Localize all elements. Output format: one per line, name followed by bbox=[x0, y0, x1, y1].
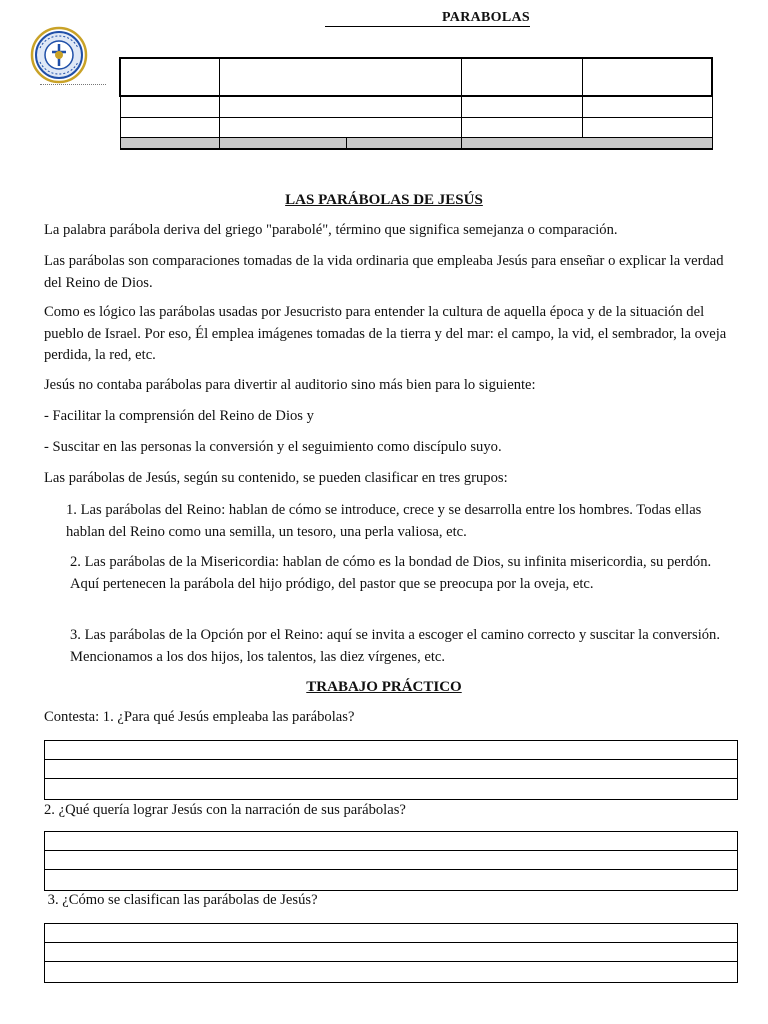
paragraph: Las parábolas de Jesús, según su contenido, se pueden clasificar en tres grupos: bbox=[44, 470, 508, 486]
info-table-row bbox=[120, 138, 712, 150]
info-cell[interactable] bbox=[219, 96, 461, 118]
info-table-row bbox=[120, 118, 712, 138]
info-cell[interactable] bbox=[219, 58, 461, 96]
info-cell[interactable] bbox=[461, 96, 582, 118]
info-cell bbox=[346, 138, 461, 150]
info-cell[interactable] bbox=[120, 96, 219, 118]
answer-box bbox=[44, 740, 738, 800]
answer-line[interactable] bbox=[45, 779, 737, 798]
logo-divider bbox=[40, 84, 106, 85]
main-heading: LAS PARÁBOLAS DE JESÚS bbox=[285, 192, 483, 208]
answer-line[interactable] bbox=[45, 832, 737, 851]
question-text: 2. ¿Qué quería lograr Jesús con la narración de sus parábolas? bbox=[44, 802, 406, 818]
answer-box bbox=[44, 831, 738, 891]
info-cell[interactable] bbox=[582, 118, 712, 138]
info-cell bbox=[120, 138, 219, 150]
info-table-row bbox=[120, 58, 712, 96]
info-cell[interactable] bbox=[582, 96, 712, 118]
info-table bbox=[119, 57, 713, 150]
list-item: 1. Las parábolas del Reino: hablan de cómo se introduce, crece y se desarrolla entre los hombres. Todas ellas hablan del Reino como una semilla, un tesoro, una perla valiosa, etc. bbox=[66, 502, 702, 540]
info-cell bbox=[219, 138, 346, 150]
info-cell[interactable] bbox=[461, 58, 582, 96]
info-cell bbox=[461, 138, 712, 150]
answer-line[interactable] bbox=[45, 924, 737, 943]
question-text: Contesta: 1. ¿Para qué Jesús empleaba las parábolas? bbox=[44, 709, 355, 725]
answer-line[interactable] bbox=[45, 943, 737, 962]
list-item: 3. Las parábolas de la Opción por el Reino: aquí se invita a escoger el camino correcto y suscitar la conversión. Mencionamos a los dos hijos, los talentos, las diez vírgenes, etc. bbox=[70, 627, 721, 665]
paragraph: Las parábolas son comparaciones tomadas de la vida ordinaria que empleaba Jesús para enseñar o explicar la verdad del Reino de Dios. bbox=[44, 253, 724, 291]
paragraph: Jesús no contaba parábolas para divertir al auditorio sino más bien para lo siguiente: bbox=[44, 377, 536, 393]
school-seal-logo bbox=[30, 26, 88, 84]
answer-box bbox=[44, 923, 738, 983]
info-table-row bbox=[120, 96, 712, 118]
bullet-item: - Suscitar en las personas la conversión y el seguimiento como discípulo suyo. bbox=[44, 439, 502, 455]
answer-line[interactable] bbox=[45, 851, 737, 870]
worksheet-heading: TRABAJO PRÁCTICO bbox=[306, 679, 462, 695]
question-text: 3. ¿Cómo se clasifican las parábolas de Jesús? bbox=[44, 892, 318, 908]
document-title: PARABOLAS bbox=[325, 10, 530, 27]
answer-line[interactable] bbox=[45, 741, 737, 760]
info-cell[interactable] bbox=[582, 58, 712, 96]
answer-line[interactable] bbox=[45, 870, 737, 889]
answer-line[interactable] bbox=[45, 962, 737, 981]
paragraph: Como es lógico las parábolas usadas por Jesucristo para entender la cultura de aquella época y de la situación del pueblo de Israel. Por eso, Él emplea imágenes tomadas de la tierra y del mar: el campo, la vid, el sembrador, la oveja perdida, la red, etc. bbox=[44, 304, 727, 363]
info-cell[interactable] bbox=[461, 118, 582, 138]
answer-line[interactable] bbox=[45, 760, 737, 779]
info-cell[interactable] bbox=[120, 118, 219, 138]
info-cell[interactable] bbox=[120, 58, 219, 96]
paragraph: La palabra parábola deriva del griego "parabolé", término que significa semejanza o comparación. bbox=[44, 222, 618, 238]
bullet-item: - Facilitar la comprensión del Reino de Dios y bbox=[44, 408, 314, 424]
list-item: 2. Las parábolas de la Misericordia: hablan de cómo es la bondad de Dios, su infinita misericordia, su perdón. Aquí pertenecen la parábola del hijo pródigo, del pastor que se preocupa por la oveja, etc. bbox=[70, 554, 712, 592]
info-cell[interactable] bbox=[219, 118, 461, 138]
